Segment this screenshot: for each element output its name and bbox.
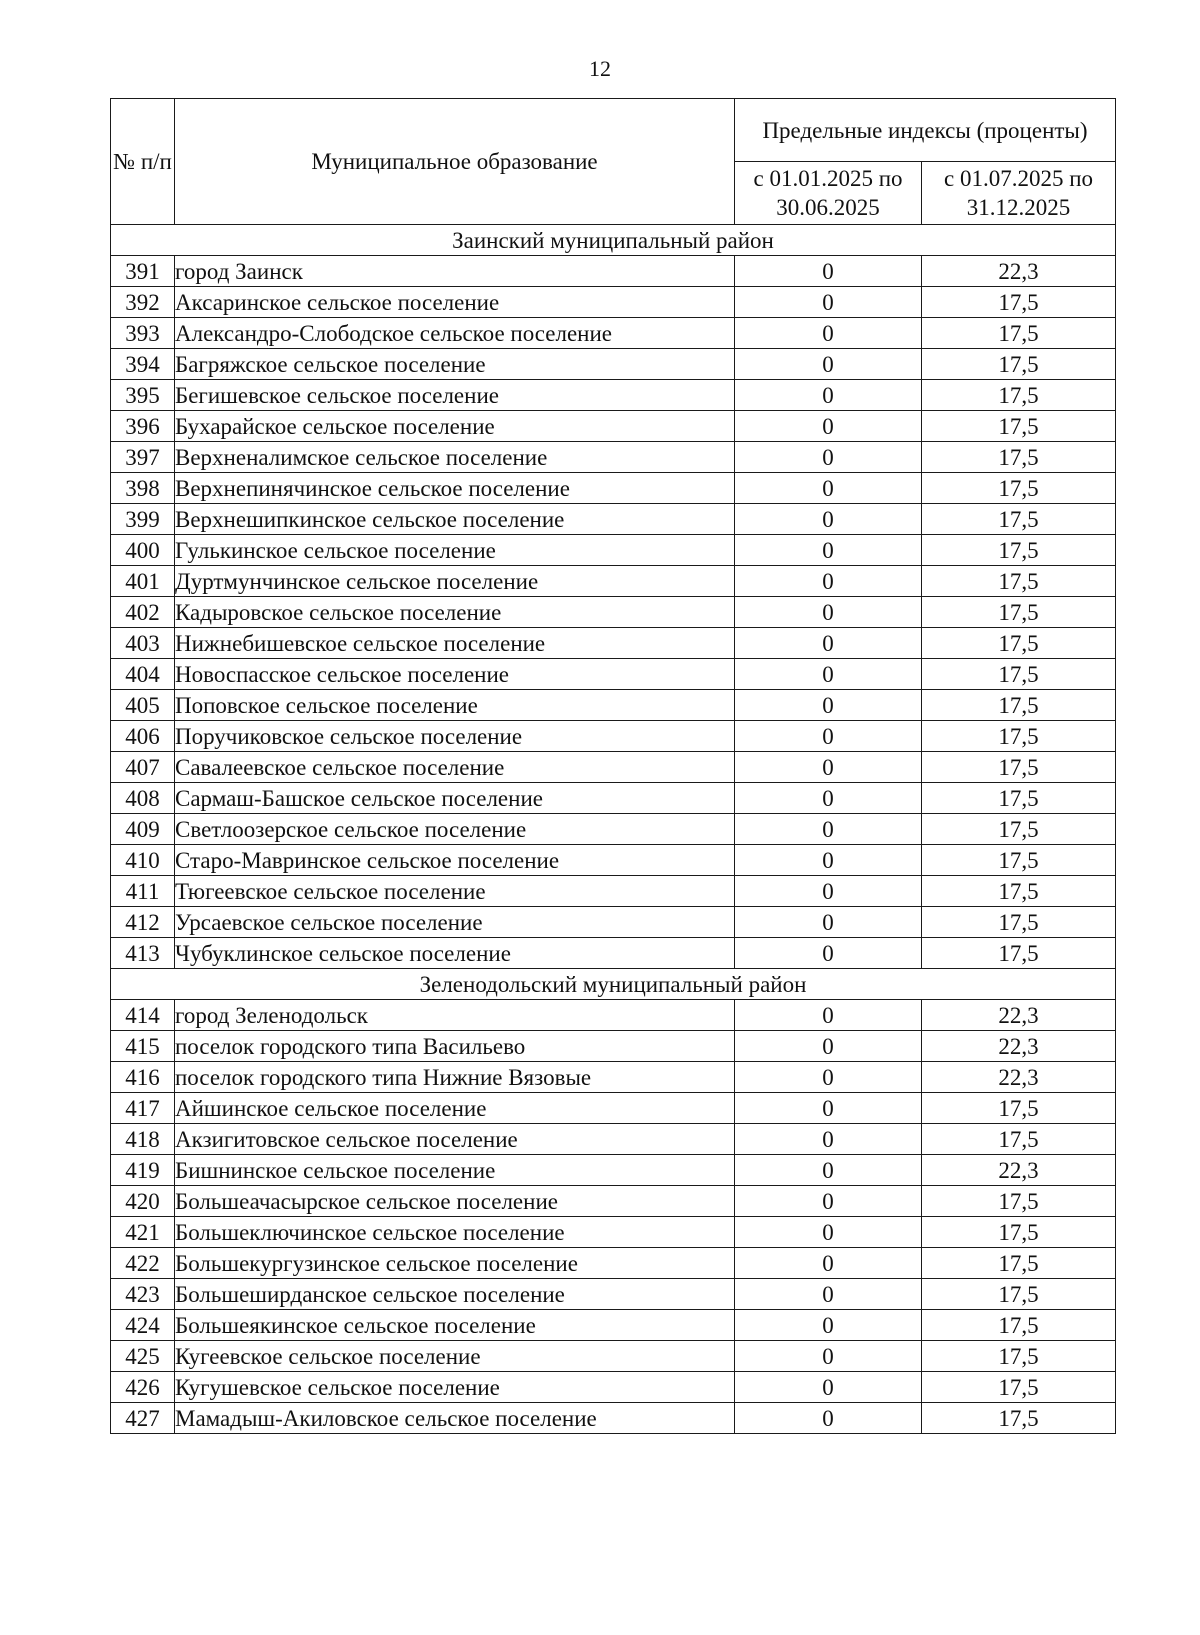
index-period-2: 17,5: [922, 535, 1116, 566]
municipality-name: Сармаш-Башское сельское поселение: [175, 783, 735, 814]
index-period-1: 0: [735, 1248, 922, 1279]
index-period-1: 0: [735, 1217, 922, 1248]
row-number: 416: [111, 1062, 175, 1093]
index-period-1: 0: [735, 1403, 922, 1434]
index-period-1: 0: [735, 1279, 922, 1310]
index-period-2: 17,5: [922, 1341, 1116, 1372]
municipality-name: Урсаевское сельское поселение: [175, 907, 735, 938]
municipality-name: Большеширданское сельское поселение: [175, 1279, 735, 1310]
row-number: 411: [111, 876, 175, 907]
table-row: [111, 845, 1116, 876]
row-number: 392: [111, 287, 175, 318]
index-period-1: 0: [735, 380, 922, 411]
section-row: [111, 969, 1116, 1000]
index-period-1: 0: [735, 783, 922, 814]
index-period-2: 17,5: [922, 1248, 1116, 1279]
table-row: [111, 1093, 1116, 1124]
index-period-1: 0: [735, 659, 922, 690]
index-period-1: 0: [735, 876, 922, 907]
table-row: [111, 876, 1116, 907]
index-period-2: 17,5: [922, 1124, 1116, 1155]
table-row: [111, 628, 1116, 659]
index-period-2: 17,5: [922, 442, 1116, 473]
table-row: [111, 597, 1116, 628]
row-number: 399: [111, 504, 175, 535]
index-period-2: 17,5: [922, 566, 1116, 597]
municipality-name: Верхненалимское сельское поселение: [175, 442, 735, 473]
table-row: [111, 1217, 1116, 1248]
municipality-name: Чубуклинское сельское поселение: [175, 938, 735, 969]
table-row: [111, 1031, 1116, 1062]
table-row: [111, 1248, 1116, 1279]
index-period-1: 0: [735, 442, 922, 473]
row-number: 405: [111, 690, 175, 721]
table-row: [111, 1124, 1116, 1155]
row-number: 426: [111, 1372, 175, 1403]
index-period-2: 17,5: [922, 1186, 1116, 1217]
municipality-name: Кугушевское сельское поселение: [175, 1372, 735, 1403]
table-row: [111, 349, 1116, 380]
index-period-2: 17,5: [922, 1217, 1116, 1248]
table-row: [111, 1279, 1116, 1310]
row-number: 417: [111, 1093, 175, 1124]
row-number: 412: [111, 907, 175, 938]
row-number: 407: [111, 752, 175, 783]
index-period-1: 0: [735, 907, 922, 938]
index-period-2: 17,5: [922, 938, 1116, 969]
index-period-2: 17,5: [922, 504, 1116, 535]
row-number: 422: [111, 1248, 175, 1279]
row-number: 413: [111, 938, 175, 969]
index-period-1: 0: [735, 504, 922, 535]
municipality-name: Поповское сельское поселение: [175, 690, 735, 721]
table-row: [111, 1186, 1116, 1217]
municipality-name: Тюгеевское сельское поселение: [175, 876, 735, 907]
table-row: [111, 1062, 1116, 1093]
header-period-1: с 01.01.2025 по 30.06.2025: [735, 162, 922, 225]
index-period-2: 17,5: [922, 1310, 1116, 1341]
index-period-2: 17,5: [922, 411, 1116, 442]
index-period-2: 17,5: [922, 628, 1116, 659]
row-number: 427: [111, 1403, 175, 1434]
index-period-2: 17,5: [922, 1372, 1116, 1403]
row-number: 409: [111, 814, 175, 845]
index-period-1: 0: [735, 1124, 922, 1155]
row-number: 424: [111, 1310, 175, 1341]
table-row: [111, 442, 1116, 473]
municipality-name: Большеачасырское сельское поселение: [175, 1186, 735, 1217]
municipality-name: Поручиковское сельское поселение: [175, 721, 735, 752]
table-row: [111, 504, 1116, 535]
table-row: [111, 1000, 1116, 1031]
table-row: [111, 814, 1116, 845]
index-period-1: 0: [735, 814, 922, 845]
index-period-2: 17,5: [922, 845, 1116, 876]
index-period-2: 17,5: [922, 349, 1116, 380]
index-period-2: 17,5: [922, 1093, 1116, 1124]
index-period-2: 17,5: [922, 876, 1116, 907]
page-number: 12: [589, 56, 611, 81]
table-body: [111, 225, 1116, 1434]
index-period-1: 0: [735, 690, 922, 721]
municipality-name: Нижнебишевское сельское поселение: [175, 628, 735, 659]
index-period-2: 17,5: [922, 318, 1116, 349]
index-period-1: 0: [735, 1062, 922, 1093]
municipality-name: Бухарайское сельское поселение: [175, 411, 735, 442]
index-period-2: 17,5: [922, 814, 1116, 845]
row-number: 408: [111, 783, 175, 814]
section-row: [111, 225, 1116, 256]
row-number: 397: [111, 442, 175, 473]
table-row: [111, 907, 1116, 938]
index-period-1: 0: [735, 721, 922, 752]
row-number: 403: [111, 628, 175, 659]
municipality-name: Кадыровское сельское поселение: [175, 597, 735, 628]
row-number: 423: [111, 1279, 175, 1310]
table-row: [111, 690, 1116, 721]
municipality-name: Большекургузинское сельское поселение: [175, 1248, 735, 1279]
table-row: [111, 1155, 1116, 1186]
row-number: 402: [111, 597, 175, 628]
index-period-2: 17,5: [922, 380, 1116, 411]
index-period-2: 17,5: [922, 597, 1116, 628]
table-row: [111, 783, 1116, 814]
index-period-1: 0: [735, 1031, 922, 1062]
index-period-1: 0: [735, 318, 922, 349]
table-row: [111, 318, 1116, 349]
header-period-2: с 01.07.2025 по 31.12.2025: [922, 162, 1116, 225]
row-number: 414: [111, 1000, 175, 1031]
municipality-name: город Зеленодольск: [175, 1000, 735, 1031]
header-municipality: Муниципальное образование: [175, 99, 735, 225]
index-period-1: 0: [735, 1000, 922, 1031]
municipality-name: Верхнепинячинское сельское поселение: [175, 473, 735, 504]
municipality-name: Дуртмунчинское сельское поселение: [175, 566, 735, 597]
table-row: [111, 535, 1116, 566]
indices-table: [110, 98, 1116, 1434]
table-row: [111, 1403, 1116, 1434]
municipality-name: Большеякинское сельское поселение: [175, 1310, 735, 1341]
municipality-name: поселок городского типа Нижние Вязовые: [175, 1062, 735, 1093]
table-row: [111, 473, 1116, 504]
municipality-name: город Заинск: [175, 256, 735, 287]
row-number: 398: [111, 473, 175, 504]
row-number: 418: [111, 1124, 175, 1155]
index-period-2: 22,3: [922, 1000, 1116, 1031]
municipality-name: Мамадыш-Акиловское сельское поселение: [175, 1403, 735, 1434]
municipality-name: Большеключинское сельское поселение: [175, 1217, 735, 1248]
row-number: 420: [111, 1186, 175, 1217]
index-period-2: 22,3: [922, 256, 1116, 287]
municipality-name: Кугеевское сельское поселение: [175, 1341, 735, 1372]
index-period-1: 0: [735, 566, 922, 597]
index-period-1: 0: [735, 1155, 922, 1186]
table-row: [111, 380, 1116, 411]
index-period-2: 22,3: [922, 1031, 1116, 1062]
index-period-1: 0: [735, 1093, 922, 1124]
index-period-2: 17,5: [922, 783, 1116, 814]
index-period-2: 17,5: [922, 659, 1116, 690]
row-number: 419: [111, 1155, 175, 1186]
table-row: [111, 256, 1116, 287]
index-period-2: 17,5: [922, 690, 1116, 721]
index-period-2: 17,5: [922, 1279, 1116, 1310]
index-period-1: 0: [735, 473, 922, 504]
table-row: [111, 752, 1116, 783]
municipality-name: Айшинское сельское поселение: [175, 1093, 735, 1124]
municipality-name: Багряжское сельское поселение: [175, 349, 735, 380]
index-period-2: 17,5: [922, 907, 1116, 938]
municipality-name: Верхнешипкинское сельское поселение: [175, 504, 735, 535]
index-period-1: 0: [735, 349, 922, 380]
index-period-1: 0: [735, 752, 922, 783]
index-period-2: 17,5: [922, 721, 1116, 752]
index-period-2: 22,3: [922, 1062, 1116, 1093]
index-period-1: 0: [735, 1310, 922, 1341]
municipality-name: Новоспасское сельское поселение: [175, 659, 735, 690]
index-period-2: 22,3: [922, 1155, 1116, 1186]
index-period-1: 0: [735, 1341, 922, 1372]
row-number: 404: [111, 659, 175, 690]
table-row: [111, 721, 1116, 752]
index-period-1: 0: [735, 535, 922, 566]
table-row: [111, 1372, 1116, 1403]
municipality-name: Аксаринское сельское поселение: [175, 287, 735, 318]
municipality-name: Александро-Слободское сельское поселение: [175, 318, 735, 349]
index-period-1: 0: [735, 628, 922, 659]
row-number: 393: [111, 318, 175, 349]
row-number: 421: [111, 1217, 175, 1248]
row-number: 415: [111, 1031, 175, 1062]
municipality-name: Светлоозерское сельское поселение: [175, 814, 735, 845]
municipality-name: Гулькинское сельское поселение: [175, 535, 735, 566]
municipality-name: поселок городского типа Васильево: [175, 1031, 735, 1062]
index-period-1: 0: [735, 256, 922, 287]
municipality-name: Акзигитовское сельское поселение: [175, 1124, 735, 1155]
section-title: Заинский муниципальный район: [111, 225, 1116, 256]
table-row: [111, 566, 1116, 597]
municipality-name: Бегишевское сельское поселение: [175, 380, 735, 411]
table-row: [111, 1310, 1116, 1341]
table-row: [111, 411, 1116, 442]
index-period-2: 17,5: [922, 1403, 1116, 1434]
index-period-1: 0: [735, 1372, 922, 1403]
row-number: 394: [111, 349, 175, 380]
index-period-2: 17,5: [922, 473, 1116, 504]
row-number: 391: [111, 256, 175, 287]
index-period-1: 0: [735, 845, 922, 876]
index-period-1: 0: [735, 287, 922, 318]
row-number: 406: [111, 721, 175, 752]
table-row: [111, 938, 1116, 969]
row-number: 401: [111, 566, 175, 597]
index-period-1: 0: [735, 938, 922, 969]
row-number: 425: [111, 1341, 175, 1372]
row-number: 396: [111, 411, 175, 442]
index-period-2: 17,5: [922, 752, 1116, 783]
index-period-2: 17,5: [922, 287, 1116, 318]
row-number: 395: [111, 380, 175, 411]
table-header: [111, 99, 1116, 225]
row-number: 410: [111, 845, 175, 876]
header-number: № п/п: [111, 99, 175, 225]
index-period-1: 0: [735, 597, 922, 628]
row-number: 400: [111, 535, 175, 566]
table-row: [111, 659, 1116, 690]
table-row: [111, 287, 1116, 318]
municipality-name: Старо-Мавринское сельское поселение: [175, 845, 735, 876]
municipality-name: Савалеевское сельское поселение: [175, 752, 735, 783]
header-limit-indices: Предельные индексы (проценты): [735, 99, 1116, 162]
index-period-1: 0: [735, 411, 922, 442]
section-title: Зеленодольский муниципальный район: [111, 969, 1116, 1000]
table-row: [111, 1341, 1116, 1372]
index-period-1: 0: [735, 1186, 922, 1217]
municipality-name: Бишнинское сельское поселение: [175, 1155, 735, 1186]
